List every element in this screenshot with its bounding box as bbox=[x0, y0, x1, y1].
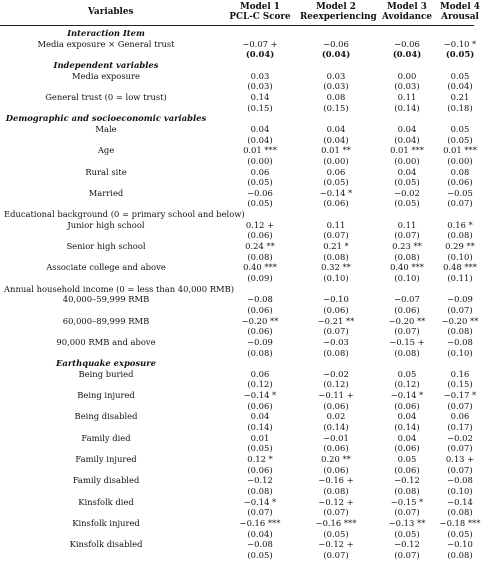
header-variables: Variables bbox=[88, 7, 134, 17]
group-header bbox=[0, 28, 474, 38]
se-cell: (0.08) bbox=[323, 251, 349, 262]
se-cell: (0.06) bbox=[247, 230, 273, 241]
se-cell: (0.15) bbox=[247, 102, 273, 113]
coef-cell: −0.15 + bbox=[389, 336, 425, 347]
coef-cell: 0.29 ** bbox=[445, 241, 475, 251]
group-header bbox=[0, 284, 474, 294]
coef-cell: 0.03 bbox=[250, 70, 270, 81]
coef-cell: 0.23 ** bbox=[392, 241, 422, 251]
coef-cell: 0.40 *** bbox=[390, 262, 424, 273]
se-cell: (0.04) bbox=[245, 49, 275, 60]
se-cell: (0.04) bbox=[247, 134, 273, 145]
coef-cell: 0.03 bbox=[326, 70, 346, 81]
header-model-3-line1: Model 3 bbox=[387, 2, 427, 12]
se-cell: (0.00) bbox=[247, 155, 273, 166]
header-model-1-line2: PCL-C Score bbox=[229, 12, 291, 22]
coef-cell: −0.16 + bbox=[318, 475, 354, 486]
coef-cell: −0.09 bbox=[247, 336, 273, 347]
coef-cell: 0.13 + bbox=[445, 454, 475, 464]
coef-cell: −0.05 bbox=[447, 187, 473, 198]
coef-cell: 0.01 *** bbox=[390, 145, 424, 156]
variable-label: 90,000 RMB and above bbox=[56, 336, 156, 347]
table-row bbox=[0, 188, 474, 198]
coef-cell: −0.14 bbox=[447, 496, 473, 507]
coef-cell: −0.17 * bbox=[443, 390, 477, 401]
coef-cell: 0.04 bbox=[250, 123, 270, 134]
table-header bbox=[0, 2, 480, 24]
se-cell: (0.06) bbox=[394, 400, 420, 411]
coef-cell: 0.04 bbox=[397, 123, 417, 134]
coef-cell: −0.02 bbox=[447, 432, 473, 443]
coef-cell: −0.16 *** bbox=[239, 517, 281, 528]
se-cell: (0.05) bbox=[247, 549, 273, 560]
coef-cell: 0.02 bbox=[326, 411, 346, 422]
se-cell: (0.08) bbox=[447, 549, 473, 560]
coef-cell: 0.08 bbox=[326, 91, 346, 102]
se-cell: (0.05) bbox=[394, 528, 420, 539]
se-cell: (0.07) bbox=[323, 507, 349, 518]
se-cell: (0.08) bbox=[323, 485, 349, 496]
table-row bbox=[0, 220, 474, 230]
group-label: Interaction Item bbox=[67, 28, 145, 38]
variable-label: Married bbox=[88, 187, 124, 198]
table-row bbox=[0, 38, 477, 49]
table-row bbox=[0, 92, 474, 102]
coef-cell: −0.07 + bbox=[242, 38, 278, 49]
coef-cell: 0.12 + bbox=[245, 219, 275, 230]
se-cell: (0.11) bbox=[447, 273, 473, 283]
coef-cell: 0.01 bbox=[250, 432, 270, 443]
se-cell: (0.10) bbox=[447, 485, 473, 496]
coef-cell: −0.12 bbox=[394, 475, 420, 486]
se-cell: (0.12) bbox=[323, 379, 349, 390]
se-cell: (0.10) bbox=[447, 251, 473, 262]
table-row bbox=[0, 539, 474, 549]
variable-label: Senior high school bbox=[66, 241, 146, 251]
group-label: Independent variables bbox=[53, 60, 159, 70]
table-row bbox=[0, 241, 474, 251]
coef-cell: 0.40 *** bbox=[243, 262, 277, 273]
table-row bbox=[0, 145, 477, 156]
coef-cell: −0.07 bbox=[394, 294, 420, 305]
table-row bbox=[0, 475, 474, 485]
coef-cell: 0.06 bbox=[250, 368, 270, 379]
se-cell: (0.07) bbox=[447, 304, 473, 315]
se-cell: (0.08) bbox=[247, 485, 273, 496]
se-cell: (0.08) bbox=[447, 326, 473, 337]
se-cell: (0.07) bbox=[323, 230, 349, 241]
coef-cell: −0.20 ** bbox=[241, 315, 279, 326]
table-row bbox=[0, 411, 474, 421]
header-rule bbox=[0, 25, 474, 26]
coef-cell: 0.05 bbox=[450, 123, 470, 134]
table-row bbox=[0, 337, 474, 347]
group-header bbox=[0, 209, 474, 219]
se-row bbox=[0, 422, 474, 432]
coef-cell: 0.14 bbox=[250, 91, 270, 102]
se-row bbox=[0, 348, 474, 358]
se-cell: (0.07) bbox=[447, 198, 473, 209]
se-cell: (0.07) bbox=[447, 400, 473, 411]
se-cell: (0.09) bbox=[247, 273, 273, 283]
coef-cell: −0.21 ** bbox=[317, 315, 355, 326]
header-model-4-line1: Model 4 bbox=[440, 2, 480, 12]
coef-cell: −0.12 + bbox=[318, 539, 354, 550]
variable-label: Family injured bbox=[75, 454, 137, 464]
se-row bbox=[0, 135, 474, 145]
se-row bbox=[0, 550, 474, 560]
coef-cell: −0.06 bbox=[247, 187, 273, 198]
se-row bbox=[0, 379, 474, 389]
se-cell: (0.04) bbox=[321, 49, 351, 60]
coef-cell: −0.20 ** bbox=[388, 315, 426, 326]
se-cell: (0.07) bbox=[447, 443, 473, 454]
se-cell: (0.06) bbox=[323, 198, 349, 209]
se-cell: (0.06) bbox=[394, 304, 420, 315]
group-header bbox=[0, 113, 474, 123]
variable-label: Media exposure × General trust bbox=[37, 38, 175, 49]
variable-label: Kinsfolk injured bbox=[72, 517, 140, 528]
se-cell: (0.05) bbox=[394, 198, 420, 209]
se-cell: (0.15) bbox=[447, 379, 473, 390]
group-label: Educational background (0 = primary school and below) bbox=[4, 209, 245, 220]
se-row bbox=[0, 326, 474, 336]
coef-cell: −0.08 bbox=[447, 475, 473, 486]
se-cell: (0.05) bbox=[445, 49, 475, 60]
coef-cell: 0.04 bbox=[250, 411, 270, 422]
table-row bbox=[0, 124, 474, 134]
variable-label: Kinsfolk disabled bbox=[69, 539, 143, 550]
se-cell: (0.12) bbox=[247, 379, 273, 390]
coef-cell: −0.14 * bbox=[243, 496, 277, 507]
se-cell: (0.06) bbox=[323, 443, 349, 454]
se-row bbox=[0, 103, 474, 113]
se-cell: (0.07) bbox=[394, 507, 420, 518]
coef-cell: −0.18 *** bbox=[439, 517, 481, 528]
coef-cell: −0.08 bbox=[247, 294, 273, 305]
se-row bbox=[0, 465, 474, 475]
group-header bbox=[0, 358, 474, 368]
se-cell: (0.08) bbox=[394, 251, 420, 262]
coef-cell: −0.06 bbox=[394, 38, 420, 49]
se-cell: (0.08) bbox=[394, 485, 420, 496]
table-row bbox=[0, 262, 477, 273]
coef-cell: −0.10 * bbox=[443, 38, 477, 49]
se-cell: (0.12) bbox=[394, 379, 420, 390]
coef-cell: 0.12 * bbox=[247, 454, 273, 464]
se-cell: (0.14) bbox=[323, 422, 349, 433]
coef-cell: 0.20 ** bbox=[321, 454, 351, 464]
se-cell: (0.03) bbox=[394, 81, 420, 92]
coef-cell: 0.32 ** bbox=[321, 262, 351, 273]
se-row bbox=[0, 443, 474, 453]
se-cell: (0.06) bbox=[247, 304, 273, 315]
se-cell: (0.07) bbox=[394, 230, 420, 241]
coef-cell: 0.21 bbox=[450, 91, 470, 102]
coef-cell: −0.08 bbox=[447, 336, 473, 347]
se-cell: (0.04) bbox=[394, 134, 420, 145]
variable-label: 40,000–59,999 RMB bbox=[62, 294, 150, 305]
se-cell: (0.10) bbox=[394, 273, 420, 283]
se-cell: (0.06) bbox=[247, 464, 273, 475]
se-cell: (0.06) bbox=[323, 400, 349, 411]
coef-cell: 0.01 *** bbox=[243, 145, 277, 156]
coef-cell: 0.04 bbox=[397, 411, 417, 422]
se-cell: (0.15) bbox=[323, 102, 349, 113]
se-cell: (0.10) bbox=[323, 273, 349, 283]
coef-cell: −0.20 ** bbox=[441, 315, 479, 326]
se-cell: (0.04) bbox=[323, 134, 349, 145]
se-row bbox=[0, 507, 474, 517]
se-cell: (0.05) bbox=[394, 177, 420, 188]
se-cell: (0.08) bbox=[447, 507, 473, 518]
se-cell: (0.05) bbox=[247, 443, 273, 454]
header-model-2-line1: Model 2 bbox=[316, 2, 356, 12]
se-cell: (0.08) bbox=[447, 230, 473, 241]
group-label: Earthquake exposure bbox=[56, 358, 156, 369]
se-cell: (0.00) bbox=[323, 155, 349, 166]
se-cell: (0.14) bbox=[394, 102, 420, 113]
se-cell: (0.04) bbox=[247, 528, 273, 539]
se-cell: (0.04) bbox=[447, 81, 473, 92]
se-cell: (0.14) bbox=[247, 422, 273, 433]
variable-label: Family died bbox=[81, 432, 131, 443]
coef-cell: −0.12 bbox=[247, 475, 273, 486]
variable-label: 60,000–89,999 RMB bbox=[62, 315, 150, 326]
se-cell: (0.06) bbox=[323, 464, 349, 475]
variable-label: General trust (0 = low trust) bbox=[45, 91, 167, 102]
coef-cell: 0.08 bbox=[450, 166, 470, 177]
group-header bbox=[0, 60, 474, 70]
coef-cell: 0.11 bbox=[326, 219, 346, 230]
coef-cell: 0.01 ** bbox=[321, 145, 351, 156]
se-row bbox=[0, 198, 474, 208]
coef-cell: −0.02 bbox=[394, 187, 420, 198]
se-cell: (0.06) bbox=[394, 443, 420, 454]
header-model-1-line1: Model 1 bbox=[240, 2, 280, 12]
variable-label: Being injured bbox=[77, 390, 135, 401]
se-cell: (0.17) bbox=[447, 422, 473, 433]
se-cell: (0.00) bbox=[447, 155, 473, 166]
se-row bbox=[0, 49, 474, 59]
variable-label: Being disabled bbox=[74, 411, 138, 422]
variable-label: Kinsfolk died bbox=[78, 496, 134, 507]
coef-cell: −0.14 * bbox=[319, 187, 353, 198]
coef-cell: 0.06 bbox=[250, 166, 270, 177]
group-label: Demographic and socioeconomic variables bbox=[5, 113, 207, 124]
coef-cell: −0.13 ** bbox=[388, 517, 426, 528]
table-row bbox=[0, 497, 474, 507]
se-cell: (0.08) bbox=[247, 347, 273, 358]
coef-cell: −0.10 bbox=[447, 539, 473, 550]
se-row bbox=[0, 81, 474, 91]
se-cell: (0.06) bbox=[247, 326, 273, 337]
coef-cell: 0.16 bbox=[450, 368, 470, 379]
table-row bbox=[0, 433, 474, 443]
se-cell: (0.06) bbox=[447, 177, 473, 188]
se-row bbox=[0, 273, 474, 283]
se-row bbox=[0, 305, 474, 315]
se-row bbox=[0, 230, 474, 240]
coef-cell: −0.06 bbox=[323, 38, 349, 49]
table-row bbox=[0, 167, 474, 177]
se-cell: (0.06) bbox=[394, 464, 420, 475]
se-cell: (0.08) bbox=[394, 347, 420, 358]
se-row bbox=[0, 529, 474, 539]
se-cell: (0.18) bbox=[447, 102, 473, 113]
coef-cell: 0.05 bbox=[397, 454, 417, 464]
se-row bbox=[0, 252, 474, 262]
variable-label: Rural site bbox=[85, 166, 127, 177]
header-model-2-line2: Reexperiencing bbox=[300, 12, 377, 22]
se-cell: (0.00) bbox=[394, 155, 420, 166]
header-model-4-line2: Arousal bbox=[441, 12, 479, 22]
coef-cell: 0.11 bbox=[397, 219, 417, 230]
variable-label: Age bbox=[97, 145, 115, 156]
se-cell: (0.05) bbox=[247, 177, 273, 188]
se-cell: (0.05) bbox=[323, 177, 349, 188]
se-cell: (0.03) bbox=[323, 81, 349, 92]
coef-cell: 0.05 bbox=[397, 368, 417, 379]
se-cell: (0.05) bbox=[323, 528, 349, 539]
se-cell: (0.08) bbox=[323, 347, 349, 358]
variable-label: Media exposure bbox=[72, 70, 140, 81]
se-cell: (0.10) bbox=[447, 347, 473, 358]
se-row bbox=[0, 401, 474, 411]
coef-cell: −0.14 * bbox=[243, 390, 277, 401]
coef-cell: −0.09 bbox=[447, 294, 473, 305]
coef-cell: −0.12 + bbox=[318, 496, 354, 507]
coef-cell: −0.16 *** bbox=[315, 517, 357, 528]
variable-label: Family disabled bbox=[72, 475, 140, 486]
se-cell: (0.06) bbox=[323, 304, 349, 315]
coef-cell: −0.10 bbox=[323, 294, 349, 305]
coef-cell: −0.14 * bbox=[390, 390, 424, 401]
variable-label: Being buried bbox=[78, 368, 134, 379]
coef-cell: 0.04 bbox=[326, 123, 346, 134]
variable-label: Male bbox=[95, 123, 117, 134]
se-cell: (0.04) bbox=[392, 49, 422, 60]
table-row bbox=[0, 315, 479, 326]
variable-label: Associate college and above bbox=[46, 262, 166, 273]
se-cell: (0.07) bbox=[323, 326, 349, 337]
se-cell: (0.06) bbox=[247, 400, 273, 411]
se-row bbox=[0, 486, 474, 496]
variable-label: Junior high school bbox=[67, 219, 145, 230]
coef-cell: −0.08 bbox=[247, 539, 273, 550]
table-row bbox=[0, 369, 474, 379]
se-cell: (0.07) bbox=[394, 549, 420, 560]
coef-cell: −0.11 + bbox=[318, 390, 354, 401]
se-cell: (0.07) bbox=[447, 464, 473, 475]
se-cell: (0.05) bbox=[447, 134, 473, 145]
table-row bbox=[0, 390, 477, 401]
coef-cell: −0.15 * bbox=[390, 496, 424, 507]
se-cell: (0.07) bbox=[394, 326, 420, 337]
se-row bbox=[0, 177, 474, 187]
coef-cell: 0.04 bbox=[397, 432, 417, 443]
table-row bbox=[0, 294, 474, 304]
se-row bbox=[0, 156, 474, 166]
coef-cell: 0.24 ** bbox=[245, 241, 275, 251]
se-cell: (0.05) bbox=[247, 198, 273, 209]
table-row bbox=[0, 454, 474, 464]
coef-cell: 0.04 bbox=[397, 166, 417, 177]
coef-cell: −0.03 bbox=[323, 336, 349, 347]
coef-cell: 0.05 bbox=[450, 70, 470, 81]
coef-cell: 0.06 bbox=[450, 411, 470, 422]
table-row bbox=[0, 517, 481, 528]
se-cell: (0.14) bbox=[394, 422, 420, 433]
coef-cell: 0.16 * bbox=[447, 219, 473, 230]
coef-cell: 0.06 bbox=[326, 166, 346, 177]
coef-cell: −0.12 bbox=[394, 539, 420, 550]
header-model-3-line2: Avoidance bbox=[382, 12, 432, 22]
coef-cell: 0.48 *** bbox=[443, 262, 477, 273]
coef-cell: 0.01 *** bbox=[443, 145, 477, 156]
se-cell: (0.07) bbox=[247, 507, 273, 518]
se-cell: (0.07) bbox=[323, 549, 349, 560]
coef-cell: 0.21 * bbox=[323, 241, 349, 251]
coef-cell: −0.02 bbox=[323, 368, 349, 379]
coef-cell: 0.00 bbox=[397, 70, 417, 81]
coef-cell: −0.01 bbox=[323, 432, 349, 443]
group-label: Annual household income (0 = less than 40,000 RMB) bbox=[4, 283, 235, 294]
coef-cell: 0.11 bbox=[397, 91, 417, 102]
se-cell: (0.05) bbox=[447, 528, 473, 539]
se-cell: (0.03) bbox=[247, 81, 273, 92]
se-cell: (0.08) bbox=[247, 251, 273, 262]
table-row bbox=[0, 71, 474, 81]
